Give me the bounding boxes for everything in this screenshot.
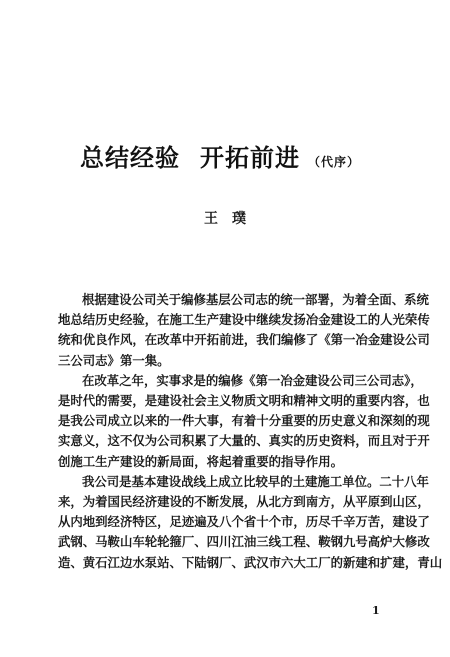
text-line: 统和优良作风，在改革中开拓前进，我们编修了《第一冶金建设公司 <box>58 332 430 348</box>
text-line: 造、黄石江边水泵站、下陆钢厂、武汉市六大工厂的新建和扩建，青山 <box>58 554 443 570</box>
text-line: 我公司是基本建设战线上成立比较早的土建施工单位。二十八年 <box>82 473 429 489</box>
title-note: （代序） <box>308 155 361 169</box>
text-line: 根据建设公司关于编修基层公司志的统一部署，为着全面、系统 <box>82 292 429 307</box>
text-line: 是我公司成立以来的一件大事，有着十分重要的历史意义和深刻的现 <box>58 413 430 429</box>
text-line: 三公司志》第一集。 <box>58 352 170 368</box>
page-number: 1 <box>372 604 380 617</box>
text-line: 地总结历史经验，在施工生产建设中继续发扬冶金建设工的人光荣传 <box>58 312 430 328</box>
author-name: 王璞 <box>204 211 260 227</box>
text-line: 从内地到经济特区，足迹遍及八个省十个市，历尽千辛万苦，建设了 <box>58 514 430 530</box>
text-line: 实意义，这不仅为公司积累了大量的、真实的历史资料，而且对于开 <box>58 433 430 449</box>
text-line: 来，为着国民经济建设的不断发展，从北方到南方，从平原到山区， <box>58 494 430 510</box>
body-text <box>58 290 443 573</box>
title-part-2: 开拓前进 <box>200 144 300 172</box>
text-line: 创施工生产建设的新局面，将起着重要的指导作用。 <box>58 453 343 469</box>
page-title <box>80 138 360 173</box>
title-part-1: 总结经验 <box>80 144 180 172</box>
text-line: 是时代的需要，是建设社会主义物质文明和精神文明的重要内容，也 <box>58 393 430 409</box>
text-line: 武钢、马鞍山车轮轮箍厂、四川江油三线工程、鞍钢九号高炉大修改 <box>58 534 430 550</box>
text-line: 在改革之年，实事求是的编修《第一冶金建设公司三公司志》， <box>82 372 423 388</box>
